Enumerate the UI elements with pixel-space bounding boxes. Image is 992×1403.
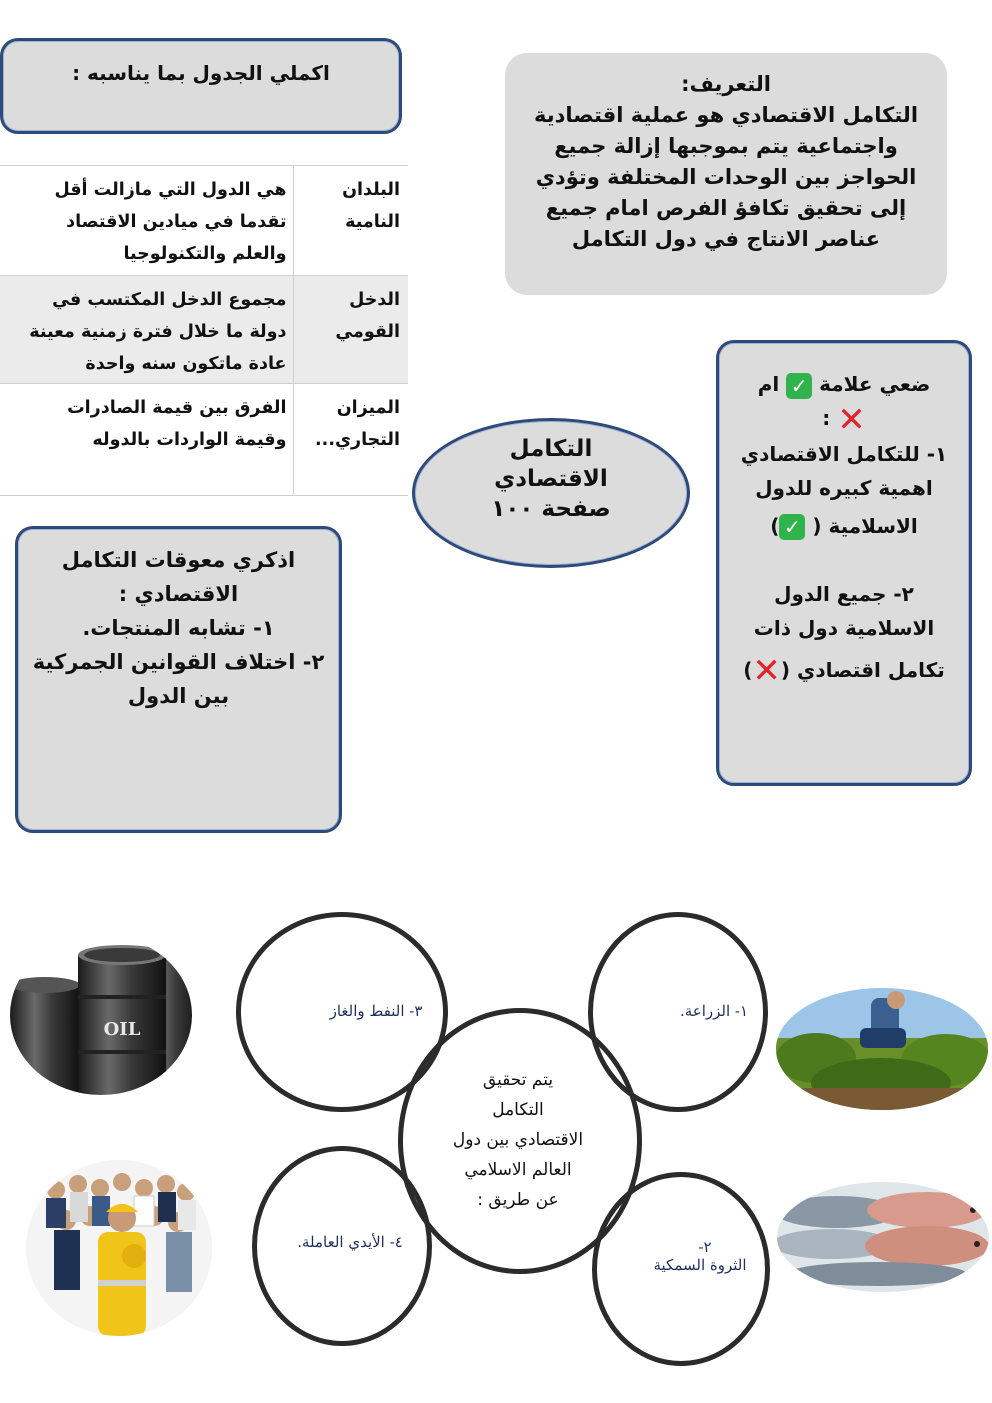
definition-text: تقدما في ميادين الاقتصاد <box>66 212 287 232</box>
definition-line: التكامل الاقتصادي هو عملية اقتصادية <box>533 103 919 127</box>
obstacles-title: الاقتصادي : <box>118 582 239 606</box>
mark-item-1-line: الاسلامية <box>828 513 918 538</box>
obstacles-box <box>15 526 342 833</box>
labor-label: ٤- الأيدي العاملة. <box>297 1233 403 1251</box>
cross-mark-icon: ✕ <box>837 399 866 440</box>
check-mark-icon: ✓ <box>786 373 812 399</box>
definition-line: واجتماعية يتم بموجبها إزالة جميع <box>554 134 898 158</box>
check-mark-icon: ✓ <box>779 514 805 540</box>
mark-task-box <box>716 340 972 786</box>
agriculture-label: ١- الزراعة. <box>679 1002 749 1020</box>
hub-line: التكامل <box>492 1100 544 1120</box>
terms-table <box>0 165 408 496</box>
fish-number: ٢- <box>698 1238 712 1256</box>
definition-text: دولة ما خلال فترة زمنية معينة <box>29 322 287 342</box>
definition-text: وقيمة الواردات بالدوله <box>92 430 287 450</box>
center-topic-line: الاقتصادي <box>494 466 608 492</box>
paren: ) <box>770 513 780 538</box>
definition-title: التعريف: <box>681 72 771 96</box>
definition-box <box>505 53 947 295</box>
term-text: القومي <box>335 322 400 342</box>
obstacle-item: بين الدول <box>127 684 230 708</box>
definition-cell <box>0 276 293 384</box>
term-text: البلدان <box>342 180 400 200</box>
fish-label <box>640 1238 760 1274</box>
obstacle-item: ٢- اختلاف القوانين الجمركية <box>32 650 325 674</box>
term-cell <box>293 384 408 496</box>
term-text: الميزان <box>336 398 400 418</box>
cross-mark-icon: ✕ <box>752 651 781 691</box>
mark-item-1-line: اهمية كبيره للدول <box>755 475 933 500</box>
term-text: الدخل <box>349 290 400 310</box>
paren: ( <box>780 657 791 682</box>
term-text: التجاري... <box>315 430 400 450</box>
mark-prompt-or: ام <box>757 372 780 396</box>
mark-item-2-answer <box>727 653 961 689</box>
mark-item-2-line: الاسلامية دول ذات <box>753 615 935 640</box>
hub-line: يتم تحقيق <box>482 1070 554 1090</box>
definition-line: الحواجز بين الوحدات المختلفة وتؤدي <box>535 165 917 189</box>
mark-prompt <box>727 367 961 401</box>
oil-label: ٣- النفط والغاز <box>329 1002 423 1020</box>
center-topic-page: صفحة ١٠٠ <box>491 496 611 522</box>
term-text: النامية <box>345 212 400 232</box>
hub-text <box>418 1065 618 1215</box>
mark-item-2-line: ٢- جميع الدول <box>774 581 914 606</box>
hub-line: عن طريق : <box>477 1190 559 1210</box>
hub-line: العالم الاسلامي <box>464 1160 572 1180</box>
mark-prompt-text: ضعي علامة <box>819 372 931 396</box>
definition-text: الفرق بين قيمة الصادرات <box>67 398 287 418</box>
definition-text: مجموع الدخل المكتسب في <box>52 290 287 310</box>
term-cell <box>293 166 408 276</box>
definition-text: هي الدول التي مازالت أقل <box>54 180 287 200</box>
fish-text: الثروة السمكية <box>653 1256 747 1274</box>
oil-barrel-text: OIL <box>103 1019 141 1040</box>
paren: ) <box>743 657 753 682</box>
mark-item-1-line: ١- للتكامل الاقتصادي <box>740 441 948 466</box>
definition-cell <box>0 384 293 496</box>
hub-line: الاقتصادي بين دول <box>452 1130 584 1150</box>
table-row <box>0 276 408 384</box>
agriculture-image <box>776 988 988 1110</box>
center-topic-line: التكامل <box>509 436 593 462</box>
mark-item-2-line: تكامل اقتصادي <box>796 657 945 682</box>
center-topic-oval <box>412 418 690 568</box>
mark-item-1-answer <box>727 509 961 543</box>
mark-colon: : <box>822 406 831 430</box>
mark-prompt-2 <box>727 399 961 440</box>
term-cell <box>293 276 408 384</box>
complete-table-title: اكملي الجدول بما يناسبه : <box>72 61 330 85</box>
definition-line: عناصر الانتاج في دول التكامل <box>571 227 881 251</box>
definition-line: إلى تحقيق تكافؤ الفرص امام جميع <box>545 196 907 220</box>
table-row <box>0 166 408 276</box>
definition-cell <box>0 166 293 276</box>
oil-barrels-image <box>10 935 192 1095</box>
complete-table-box <box>0 38 402 134</box>
paren: ( <box>812 513 822 538</box>
definition-text: عادة ماتكون سنه واحدة <box>85 354 287 374</box>
workers-image <box>26 1160 212 1336</box>
fish-image <box>777 1182 989 1292</box>
obstacles-title: اذكري معوقات التكامل <box>61 548 296 572</box>
obstacle-item: ١- تشابه المنتجات. <box>82 616 275 640</box>
table-row <box>0 384 408 496</box>
definition-text: والعلم والتكنولوجيا <box>123 244 287 264</box>
